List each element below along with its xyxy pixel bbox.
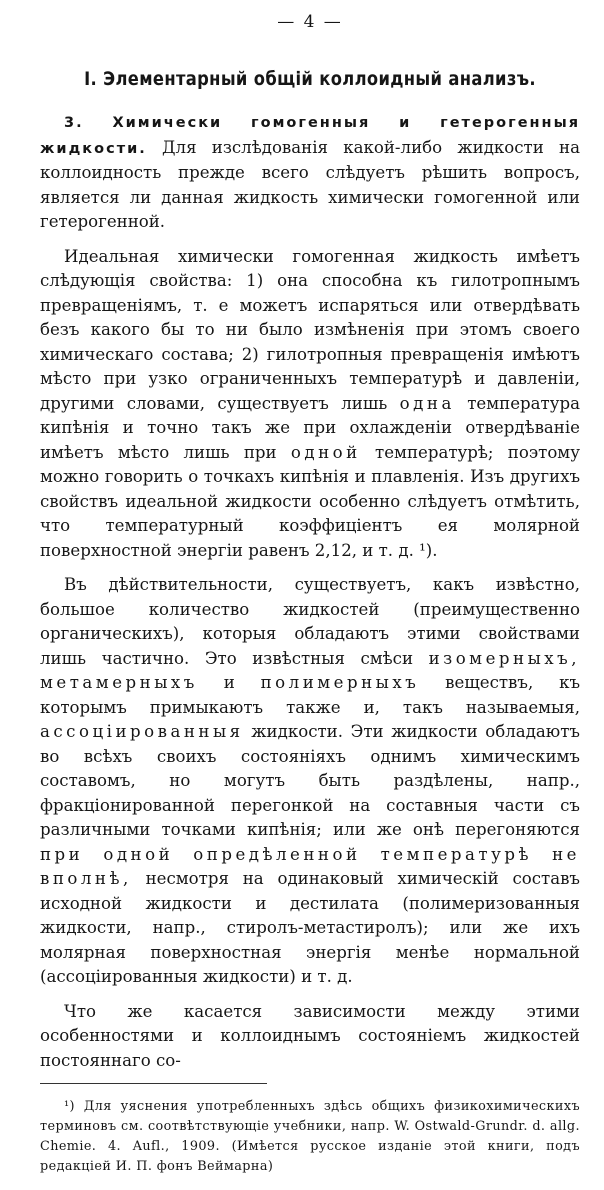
emphasis-text: при одной опредѣленной температурѣ не вполнѣ, <box>40 844 580 888</box>
paragraph-4-text: Что же касается зависимости между этими особенностями и коллоиднымъ состояніемъ жидкостей постояннаго со- <box>40 1001 580 1070</box>
paragraph-2 <box>40 245 580 564</box>
emphasis-text: ассоціированныя <box>40 722 244 741</box>
page-number: — 4 — <box>277 12 343 32</box>
footnote: ¹) Для уяснения употребленныхъ здѣсь общихъ физикохимическихъ терминовъ см. соотвѣтствующіе учебники, напр. W. Ostwald-Grundr. d. allg. Chemie. 4. Aufl., 1909. (Имѣется русское изданіе этой книги, подъ редакціей И. П. фонъ Веймарна) <box>40 1098 580 1174</box>
paragraph-3 <box>40 573 580 990</box>
paragraph-2-text: температура кипѣнія и точно такъ же при охлажденіи отвердѣваніе имѣетъ мѣсто лишь при <box>40 393 580 462</box>
paragraph-1 <box>40 110 580 235</box>
emphasis-text: одной <box>290 442 361 462</box>
paragraph-2-text: Идеальная химически гомогенная жидкость имѣетъ слѣдующія свойства: 1) она способна къ гилотропнымъ превращеніямъ, т. е можетъ испаряться или отвердѣвать безъ какого бы то ни было измѣненія при этомъ своего химическаго состава; 2) гилотропныя превращенія имѣютъ мѣсто при узко ограниченныхъ температурѣ и давленіи, другими словами, существуетъ лишь <box>40 246 580 413</box>
paragraph-1-text: Для изслѣдованія какой-либо жидкости на коллоидность прежде всего слѣдуетъ рѣшить вопросъ, является ли данная жидкость химически гомогенной или гетерогенной. <box>40 137 580 231</box>
paragraph-3-text: несмотря на одинаковый химическій составъ исходной жидкости и дестилата (полимеризованныя жидкости, напр., стиролъ-метастиролъ); или же ихъ молярная поверхностная энергія менѣе нормальной (ассоціированныя жидкости) и т. д. <box>40 869 580 986</box>
section-title: I. Элементарный общій коллоидный анализъ. <box>84 68 536 90</box>
subsection-heading: 3. Химически гомогенныя и гетерогенныя жидкости. <box>40 115 580 157</box>
paragraph-4 <box>40 1000 580 1074</box>
paragraph-2-text: температурѣ; поэтому можно говорить о точкахъ кипѣнія и плавленія. Изъ другихъ свойствъ идеальной жидкости особенно слѣдуетъ отмѣтить, что температурный коэффиціентъ ея молярной поверхностной энергіи равенъ 2,12, и т. д. ¹). <box>40 442 580 560</box>
footnote-divider <box>40 1083 267 1084</box>
paragraph-3-text: жидкости. Эти жидкости обладаютъ во всѣхъ своихъ состояніяхъ однимъ химическимъ составомъ, но могутъ быть раздѣлены, напр., фракціонированной перегонкой на составныя части съ различными точками кипѣнія; или же онѣ перегоняются <box>40 722 580 839</box>
paragraph-3-text: и <box>223 673 235 692</box>
paragraph-3-text: Въ дѣйствительности, существуетъ, какъ извѣстно, большое количество жидкостей (преимущественно органическихъ), которыя обладаютъ этими свойствами лишь частично. Это извѣстныя смѣси <box>40 575 580 668</box>
paragraph-3-text: веществъ, къ которымъ примыкаютъ также и, такъ называемыя, <box>40 673 581 717</box>
book-page <box>40 12 580 1190</box>
emphasis-text: изомерныхъ, метамерныхъ <box>40 648 580 692</box>
emphasis-text: одна <box>399 393 455 413</box>
emphasis-text: полимерныхъ <box>260 673 420 692</box>
